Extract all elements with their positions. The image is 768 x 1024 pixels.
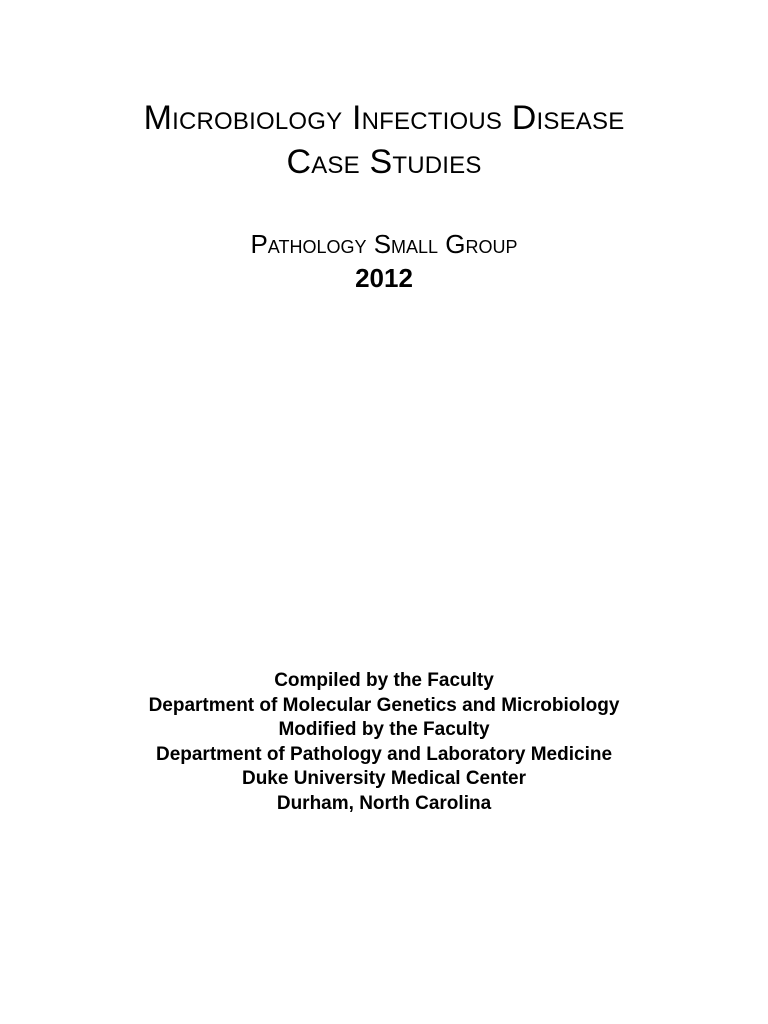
title-line-2: Case Studies (286, 143, 482, 181)
title-line-1: Microbiology Infectious Disease (143, 99, 625, 137)
credit-line-3: Modified by the Faculty (278, 719, 490, 741)
credit-line-2: Department of Molecular Genetics and Microbiology (148, 694, 620, 716)
credit-line-4: Department of Pathology and Laboratory Medicine (155, 743, 613, 765)
year-line: 2012 (355, 263, 413, 293)
credits-block (0, 669, 768, 817)
document-title (0, 96, 768, 184)
credit-line-6: Durham, North Carolina (276, 792, 492, 814)
subtitle-line: Pathology Small Group (250, 229, 518, 259)
credit-line-1: Compiled by the Faculty (274, 670, 494, 691)
credit-line-5: Duke University Medical Center (241, 768, 527, 790)
document-subtitle (0, 227, 768, 295)
